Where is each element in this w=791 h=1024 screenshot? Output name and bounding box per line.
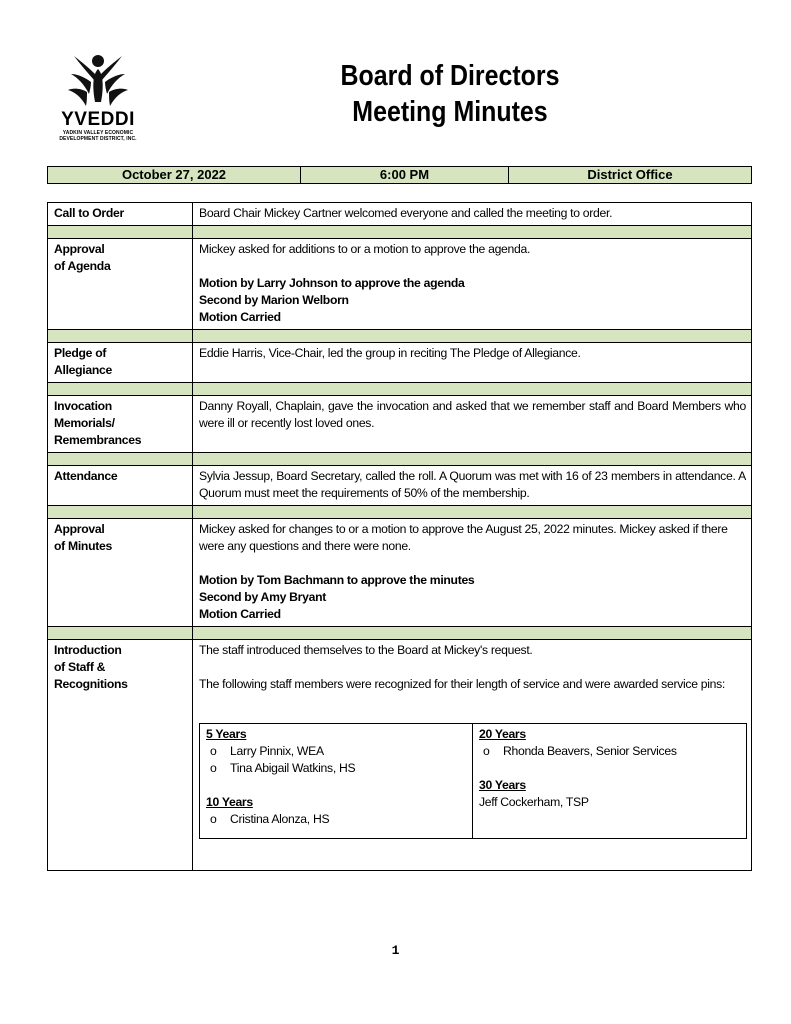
logo-name: YVEDDI: [61, 109, 135, 130]
separator-row: [48, 330, 752, 343]
table-row: [48, 396, 752, 453]
table-row: [48, 519, 752, 627]
pins-heading-10: 10 Years: [206, 795, 253, 809]
section-text: Mickey asked for changes to or a motion to approve the August 25, 2022 minutes. Mickey asked if there were any questions and there were none.: [199, 522, 728, 553]
pins-heading-30: 30 Years: [479, 778, 526, 792]
separator-row: [48, 627, 752, 640]
pins-heading-5: 5 Years: [206, 727, 247, 741]
label-line: Pledge of: [54, 346, 107, 360]
list-item: [206, 760, 466, 777]
yveddi-logo: [52, 52, 144, 152]
table-row: [48, 640, 752, 871]
pins-left-column: [200, 724, 473, 838]
list-item: [206, 743, 466, 760]
label-line: Memorials/: [54, 416, 115, 430]
label-line: Remembrances: [54, 433, 142, 447]
meeting-date: October 27, 2022: [48, 167, 301, 183]
pins-heading-20: 20 Years: [479, 727, 526, 741]
label-line: of Agenda: [54, 259, 111, 273]
section-label: [48, 396, 193, 453]
section-body: [193, 640, 752, 871]
logo-tagline-1: YADKIN VALLEY ECONOMIC: [62, 130, 134, 136]
label-line: Introduction: [54, 643, 122, 657]
label-line: of Minutes: [54, 539, 112, 553]
label-line: Allegiance: [54, 363, 112, 377]
table-row: [48, 239, 752, 330]
section-label: Call to Order: [48, 203, 193, 226]
section-text: Eddie Harris, Vice-Chair, led the group in reciting The Pledge of Allegiance.: [193, 343, 752, 383]
separator-row: [48, 506, 752, 519]
section-body: [193, 239, 752, 330]
carried-text: Motion Carried: [199, 607, 281, 621]
section-text: The following staff members were recognized for their length of service and were awarded service pins:: [199, 677, 726, 691]
pin-name: Jeff Cockerham, TSP: [479, 795, 589, 809]
pin-name: Cristina Alonza, HS: [230, 812, 330, 826]
section-text: Board Chair Mickey Cartner welcomed everyone and called the meeting to order.: [193, 203, 752, 226]
table-row: [48, 203, 752, 226]
table-row: [48, 343, 752, 383]
section-body: [193, 519, 752, 627]
motion-text: Motion by Larry Johnson to approve the agenda: [199, 276, 465, 290]
document-title: [312, 58, 587, 130]
section-text: Mickey asked for additions to or a motion to approve the agenda.: [199, 242, 531, 256]
title-line-1: Board of Directors: [340, 60, 560, 92]
section-label: [48, 239, 193, 330]
minutes-table: [47, 202, 752, 871]
section-text: The staff introduced themselves to the Board at Mickey's request.: [199, 643, 533, 657]
second-text: Second by Amy Bryant: [199, 590, 326, 604]
label-line: Recognitions: [54, 677, 128, 691]
section-label: [48, 343, 193, 383]
page-number: 1: [391, 943, 400, 958]
meeting-info-bar: [47, 166, 752, 184]
bullet-icon: o: [210, 761, 217, 775]
label-line: of Staff &: [54, 660, 106, 674]
bullet-icon: o: [210, 744, 217, 758]
separator-row: [48, 226, 752, 239]
section-label: [48, 519, 193, 627]
carried-text: Motion Carried: [199, 310, 281, 324]
second-text: Second by Marion Welborn: [199, 293, 349, 307]
figure-logo-icon: [65, 52, 131, 110]
table-row: [48, 466, 752, 506]
section-text: Sylvia Jessup, Board Secretary, called the roll. A Quorum was met with 16 of 23 members in attendance. A Quorum must meet the requirements of 50% of the membership.: [193, 466, 752, 506]
logo-tagline-2: DEVELOPMENT DISTRICT, INC.: [59, 136, 137, 142]
separator-row: [48, 453, 752, 466]
pin-name: Rhonda Beavers, Senior Services: [503, 744, 677, 758]
section-label: [48, 640, 193, 871]
motion-text: Motion by Tom Bachmann to approve the minutes: [199, 573, 475, 587]
pin-name: Tina Abigail Watkins, HS: [230, 761, 356, 775]
service-pins-table: [199, 723, 747, 839]
pins-right-column: [473, 724, 746, 838]
label-line: Invocation: [54, 399, 112, 413]
title-line-2: Meeting Minutes: [352, 96, 548, 128]
label-line: Approval: [54, 522, 105, 536]
list-item: [206, 811, 466, 828]
meeting-location: District Office: [587, 167, 673, 182]
meeting-time: 6:00 PM: [301, 167, 509, 183]
separator-row: [48, 383, 752, 396]
section-text: Danny Royall, Chaplain, gave the invocation and asked that we remember staff and Board Members who were ill or recently lost loved ones.: [193, 396, 752, 453]
bullet-icon: o: [483, 744, 490, 758]
pin-name: Larry Pinnix, WEA: [230, 744, 324, 758]
bullet-icon: o: [210, 812, 217, 826]
section-label: Attendance: [48, 466, 193, 506]
label-line: Approval: [54, 242, 105, 256]
list-item: [479, 743, 740, 760]
